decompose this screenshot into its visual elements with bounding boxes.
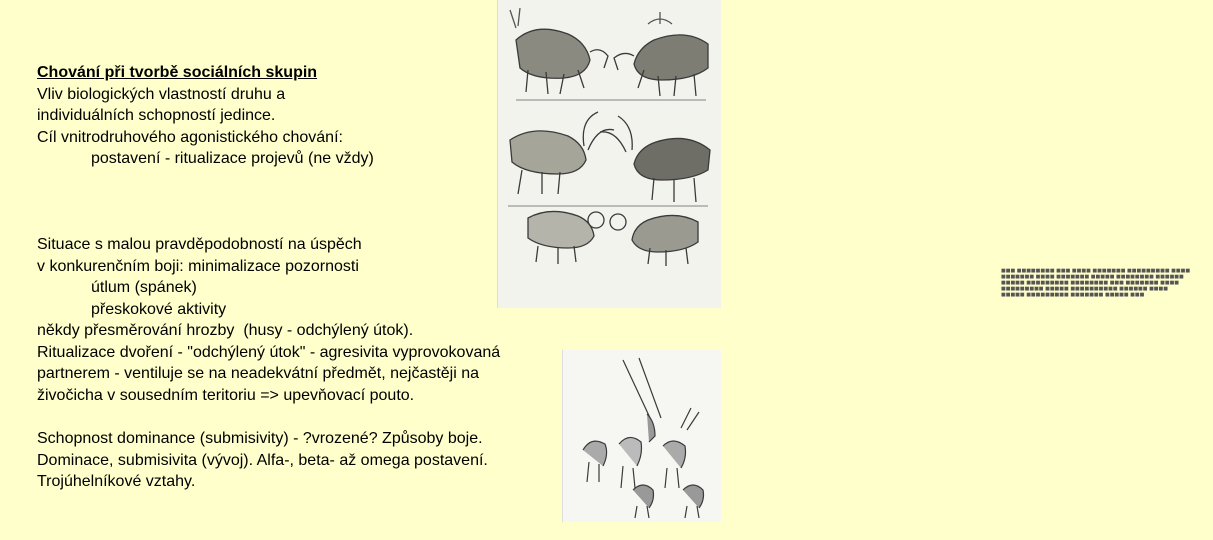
text-line: Situace s malou pravděpodobností na úspěch [37, 236, 362, 253]
caption-line: ■■■■■ ■■■■■■■■■ ■■■■■■■ ■■■■■ ■■■ [1001, 292, 1145, 298]
text-line-indented: přeskokové aktivity [91, 300, 227, 318]
text-line: Vliv biologických vlastností druhu a [37, 85, 286, 103]
oryx-illustration [562, 350, 721, 522]
text-line: živočicha v sousedním teritoriu => upevňovací pouto. [37, 386, 415, 404]
text-line: partnerem - ventiluje se na neadekvátní předmět, nejčastěji na [37, 365, 480, 382]
caption-line: ■■■ ■■■■■■■■ ■■■ ■■■■ ■■■■■■■ ■■■■■■■■■ ■■■■ [1001, 268, 1191, 274]
text-line: individuálních schopností jedince. [37, 107, 276, 124]
text-block-dominance [37, 428, 488, 493]
text-line: někdy přesměrování hrozby (husy - odchýlený útok). [37, 322, 414, 339]
antelope-fight-illustration [497, 0, 1191, 308]
slide-title: Chování při tvorbě sociálních skupin [37, 64, 318, 81]
figure-caption [1001, 268, 1213, 298]
oryx-sketch [563, 350, 721, 522]
caption-line: ■■■■■ ■■■■■■■■■ ■■■■■■■■ ■■■ ■■■■■■■ ■■■■ [1001, 280, 1180, 286]
text-line: Dominace, submisivita (vývoj). Alfa-, beta- až omega postavení. [37, 451, 488, 469]
text-line: Schopnost dominance (submisivity) - ?vrozené? Způsoby boje. [37, 430, 483, 447]
text-line: Cíl vnitrodruhového agonistického chování: [37, 128, 343, 146]
text-line-indented: útlum (spánek) [91, 279, 197, 296]
antelope-fight-sketch [498, 0, 721, 308]
text-block-low-success [37, 234, 500, 406]
text-line: Ritualizace dvoření - "odchýlený útok" - agresivita vyprovokovaná [37, 343, 501, 361]
text-line: Trojúhelníkové vztahy. [37, 473, 196, 490]
caption-line: ■■■■■■■ ■■■■ ■■■■■■■ ■■■■■ ■■■■■■■■ ■■■■■■ [1001, 274, 1184, 280]
text-line-indented: postavení - ritualizace projevů (ne vždy) [91, 150, 374, 167]
caption-line: ■■■■■■■■■ ■■■■■ ■■■■■■■■■■ ■■■■■■ ■■■■ [1001, 286, 1168, 292]
text-block-social-groups [37, 62, 374, 170]
text-line: v konkurenčním boji: minimalizace pozornosti [37, 257, 359, 275]
